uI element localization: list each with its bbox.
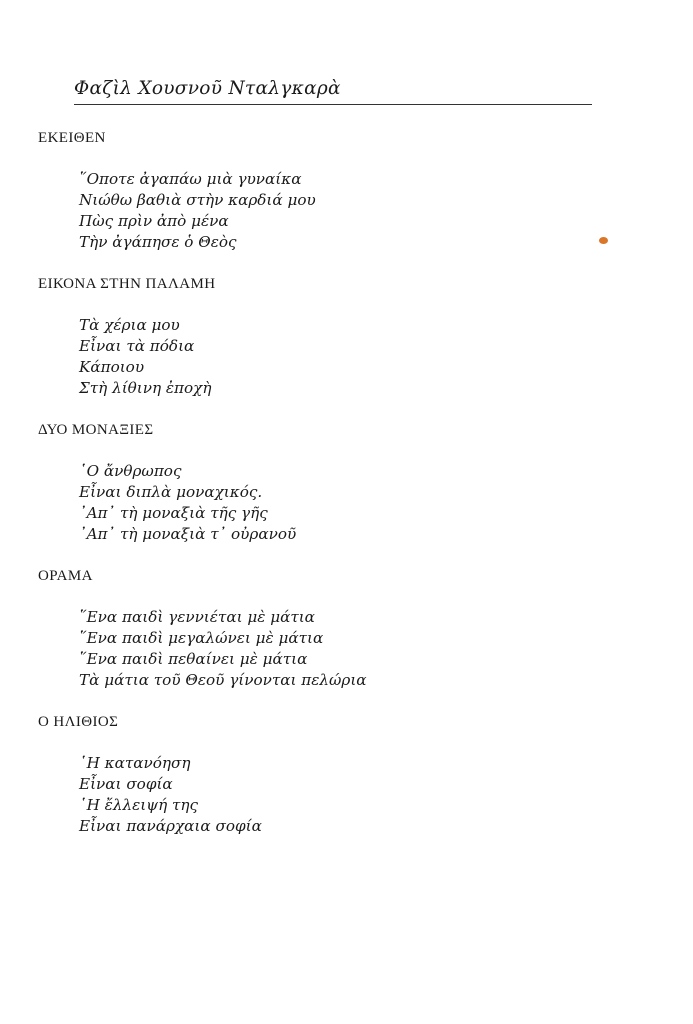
poem-stanza (79, 753, 638, 837)
poem (38, 712, 638, 837)
poem-line: ῾Ο ἄνθρωπος (79, 462, 182, 480)
poem-line: ῞Οποτε ἀγαπάω μιὰ γυναίκα (79, 170, 302, 188)
poem-line: Τὰ μάτια τοῦ Θεοῦ γίνονται πελώρια (79, 671, 367, 689)
poem-line: Νιώθω βαθιὰ στὴν καρδιά μου (79, 191, 316, 209)
poem (38, 420, 638, 545)
poem-line: ᾿Απ᾿ τὴ μοναξιὰ τῆς γῆς (79, 504, 268, 522)
poem (38, 566, 638, 691)
author-name: Φαζὶλ Χουσνοῦ Νταλγκαρὰ (74, 78, 341, 99)
poem-line: Τὰ χέρια μου (79, 316, 180, 334)
poem-line: Εἶναι πανάρχαια σοφία (79, 817, 262, 835)
header-rule (74, 104, 592, 105)
poem-line: Εἶναι τὰ πόδια (79, 337, 195, 355)
poem-line: ᾿Απ᾿ τὴ μοναξιὰ τ᾿ οὐρανοῦ (79, 525, 297, 543)
poem-stanza (79, 315, 638, 399)
poem-line: ῾Η ἔλλειψή της (79, 796, 199, 814)
poem-stanza (79, 607, 638, 691)
poem-line: Πὼς πρὶν ἀπὸ μένα (79, 212, 229, 230)
poem-stanza (79, 169, 638, 253)
page-header (74, 76, 592, 106)
poem-title: ΟΡΑΜΑ (38, 568, 93, 584)
poem-stanza (79, 461, 638, 545)
poem (38, 274, 638, 399)
poem-line: ῞Ενα παιδὶ πεθαίνει μὲ μάτια (79, 650, 308, 668)
poem-line: Εἶναι σοφία (79, 775, 173, 793)
poem-line: ῞Ενα παιδὶ γεννιέται μὲ μάτια (79, 608, 315, 626)
poem-title: ΕΙΚΟΝΑ ΣΤΗΝ ΠΑΛΑΜΗ (38, 276, 216, 292)
poem-line: ῞Ενα παιδὶ μεγαλώνει μὲ μάτια (79, 629, 324, 647)
poem-line: ῾Η κατανόηση (79, 754, 191, 772)
poem-line: Κάποιου (79, 358, 145, 376)
poem-line: Εἶναι διπλὰ μοναχικός. (79, 483, 263, 501)
poem-list (38, 128, 638, 837)
poem-line: Στὴ λίθινη ἐποχὴ (79, 379, 212, 397)
poem-title: ΔΥΟ ΜΟΝΑΞΙΕΣ (38, 422, 154, 438)
poem-title: ΕΚΕΙΘΕΝ (38, 130, 106, 146)
poem-line: Τὴν ἀγάπησε ὁ Θεὸς (79, 233, 237, 251)
poem-title: Ο ΗΛΙΘΙΟΣ (38, 714, 119, 730)
poem (38, 128, 638, 253)
